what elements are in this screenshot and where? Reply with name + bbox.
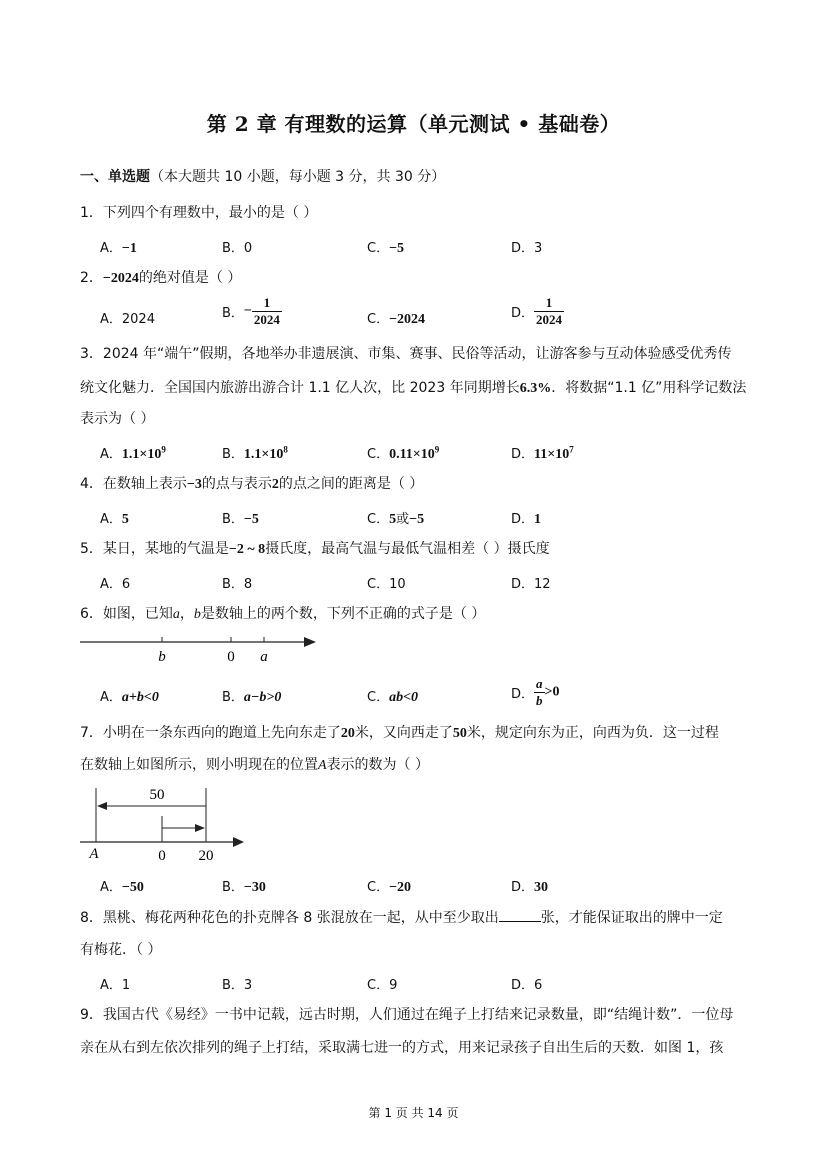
q8-option-d: D．6: [511, 978, 543, 993]
page-title: 第 2 章 有理数的运算（单元测试 • 基础卷）: [206, 112, 621, 136]
q6-option-a: A．a+b<0: [100, 690, 159, 705]
q7-arrow-east-head: [195, 824, 205, 832]
q2-option-c: C．−2024: [367, 312, 426, 327]
q4-option-b: B．−5: [222, 512, 259, 527]
question-4-stem: 4．在数轴上表示−3的点与表示2的点之间的距离是（ ）: [80, 476, 424, 492]
q3-option-d: D．$11\times 10^7$: [511, 444, 574, 462]
question-8-line-1: 8．黑桃、梅花两种花色的扑克牌各 8 张混放在一起，从中至少取出 张，才能保证取出的牌中一定: [80, 907, 723, 928]
q4-option-d: D．1: [511, 512, 542, 527]
q7-option-d: D．30: [511, 880, 549, 895]
q3-option-c: C．$0.11\times 10^9$: [367, 444, 440, 462]
question-2-stem: 2．−2024的绝对值是（ ）: [80, 270, 242, 286]
question-9-line-1: 9．我国古代《易经》一书中记载，远古时期，人们通过在绳子上打结来记录数量，即“结绳计数”．一位母: [80, 1007, 734, 1023]
answer-blank[interactable]: [499, 907, 541, 922]
q2-option-d: D． $\frac{1}{2024}$: [511, 295, 563, 327]
q7-label-0: 0: [158, 848, 166, 864]
q7-label-a: A: [89, 846, 99, 862]
q1-option-c: C．−5: [367, 241, 405, 256]
q4-option-c: C．5或−5: [367, 512, 425, 527]
q5-option-d: D．12: [511, 577, 551, 592]
q7-option-b: B．−30: [222, 880, 266, 895]
q8-option-b: B．3: [222, 978, 253, 993]
question-3-line-2: 统文化魅力．全国国内旅游出游合计 1.1 亿人次，比 2023 年同期增长6.3%．将数据“1.1 亿”用科学记数法: [80, 380, 747, 396]
q7-label-50: 50: [149, 787, 165, 803]
q7-option-a: A．−50: [100, 880, 144, 895]
section-heading: [80, 166, 445, 186]
q7-number-line-figure: [78, 782, 258, 864]
q7-axis-arrow: [233, 837, 244, 847]
q4-option-a: A．5: [100, 512, 129, 527]
q2-b-fraction: $\frac{1}{2024}$: [253, 295, 280, 327]
q2-option-b: B．− $\frac{1}{2024}$: [222, 295, 280, 327]
section-label: 一、单选题: [80, 169, 150, 185]
question-7-line-2: 在数轴上如图所示，则小明现在的位置A表示的数为（ ）: [80, 757, 430, 773]
q2-d-fraction: $\frac{1}{2024}$: [536, 295, 563, 327]
q3-option-b: B．$1.1\times 10^8$: [222, 444, 288, 462]
q7-label-20: 20: [198, 848, 214, 864]
q6-d-fraction: $\frac{a}{b}$: [536, 676, 543, 708]
q8-option-a: A．1: [100, 978, 131, 993]
q6-number-line-figure: [78, 630, 328, 670]
q1-option-d: D．3: [511, 241, 543, 256]
q6-label-b: b: [158, 649, 166, 665]
q6-axis-arrow: [304, 637, 316, 647]
question-7-line-1: 7．小明在一条东西向的跑道上先向东走了20米，又向西走了50米，规定向东为正，向西为负．这一过程: [80, 725, 719, 741]
q6-option-b: B．a−b>0: [222, 690, 282, 705]
q1-option-b: B．0: [222, 241, 253, 256]
question-3-line-3: 表示为（ ）: [80, 411, 155, 427]
q5-option-a: A．6: [100, 577, 131, 592]
q2-option-a: A．2024: [100, 312, 155, 327]
q1-option-a: A．−1: [100, 241, 137, 256]
question-8-line-2: 有梅花．（ ）: [80, 942, 162, 958]
q8-option-c: C．9: [367, 978, 398, 993]
q7-arrow-west-head: [97, 802, 107, 810]
q5-option-c: C．10: [367, 577, 406, 592]
q6-option-c: C．ab<0: [367, 690, 419, 705]
q6-option-d: D． $\frac{a}{b}$ >0: [511, 676, 560, 708]
page-footer: 第 1 页 共 14 页: [368, 1106, 459, 1120]
question-6-stem: 6．如图，已知a，b是数轴上的两个数，下列不正确的式子是（ ）: [80, 606, 486, 622]
question-3-line-1: 3．2024 年“端午”假期，各地举办非遗展演、市集、赛事、民俗等活动，让游客参与互动体验感受优秀传: [80, 346, 732, 362]
question-1-stem: 1．下列四个有理数中，最小的是（ ）: [80, 205, 318, 221]
question-5-stem: 5．某日，某地的气温是−2 ~ 8摄氏度，最高气温与最低气温相差（ ）摄氏度: [80, 541, 550, 557]
q3-option-a: A．$1.1\times 10^9$: [100, 444, 166, 462]
question-9-line-2: 亲在从右到左依次排列的绳子上打结，采取满七进一的方式，用来记录孩子自出生后的天数．如图 1，孩: [80, 1040, 724, 1056]
q5-option-b: B．8: [222, 577, 253, 592]
section-note: （本大题共 10 小题，每小题 3 分，共 30 分）: [150, 169, 446, 185]
q6-label-0: 0: [227, 649, 235, 665]
q6-label-a: a: [260, 649, 268, 665]
q7-option-c: C．−20: [367, 880, 412, 895]
